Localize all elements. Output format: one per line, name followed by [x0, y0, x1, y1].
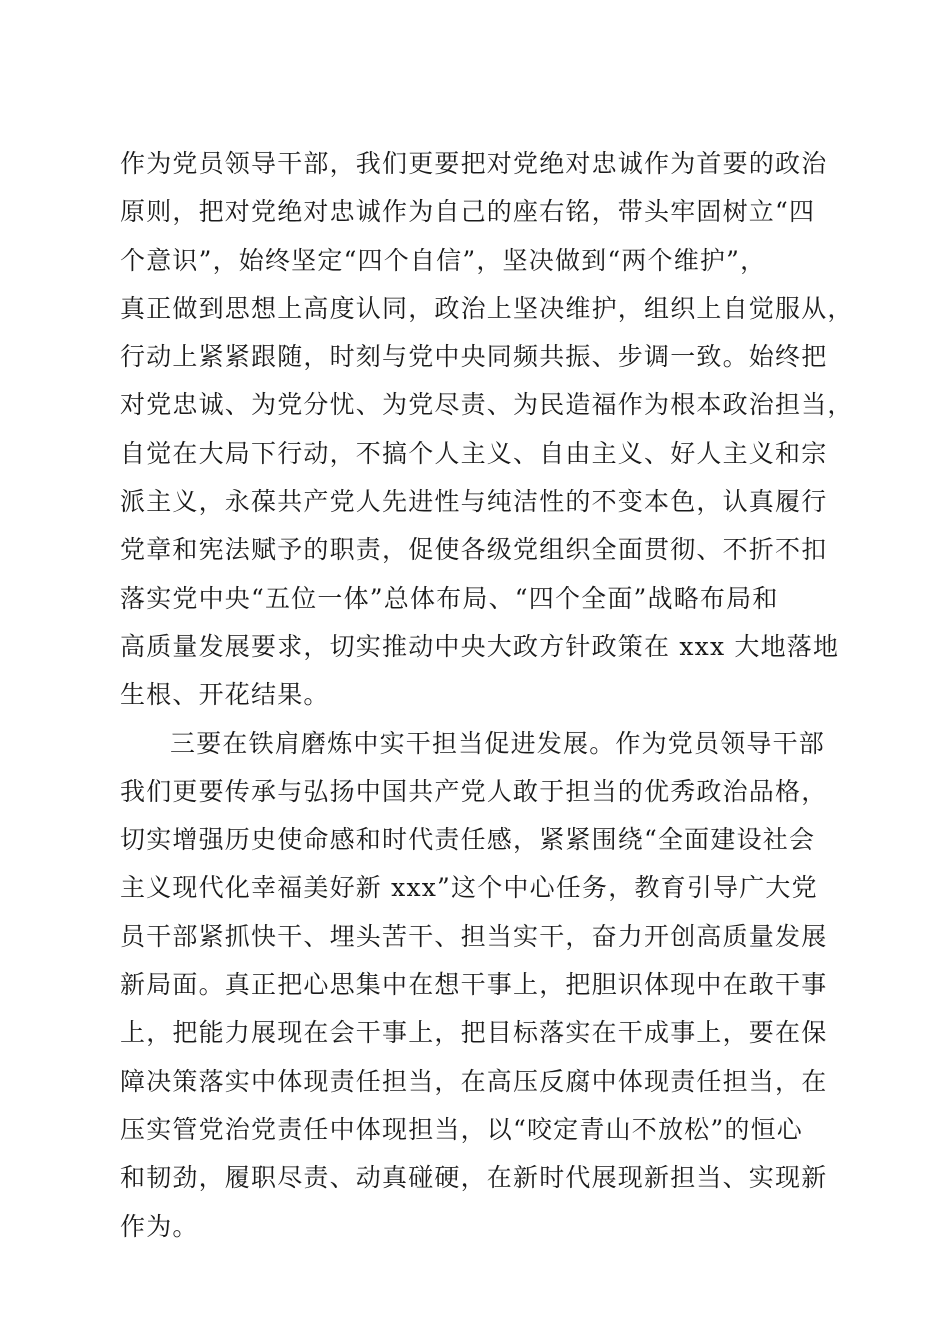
paragraph-1-line: 作为党员领导干部，我们更要把对党绝对忠诚作为首要的政治 — [120, 149, 828, 178]
paragraph-1-line: 党章和宪法赋予的职责，促使各级党组织全面贯彻、不折不扣 — [120, 535, 828, 565]
paragraph-1-line: 真正做到思想上高度认同，政治上坚决维护，组织上自觉服从， — [120, 293, 854, 323]
paragraph-2-line: 上，把能力展现在会干事上，把目标落实在干成事上，要在保 — [120, 1018, 828, 1048]
paragraph-2 — [120, 720, 835, 1251]
paragraph-2-line: 和韧劲，履职尽责、动真碰硬，在新时代展现新担当、实现新 — [120, 1163, 828, 1193]
paragraph-2-line: 新局面。真正把心思集中在想干事上，把胆识体现中在敢干事 — [120, 970, 828, 1000]
paragraph-2-line: 三要在铁肩磨炼中实干担当促进发展。作为党员领导干部 — [170, 728, 826, 758]
paragraph-2-line: 我们更要传承与弘扬中国共产党人敢于担当的优秀政治品格， — [120, 776, 828, 806]
paragraph-2-line: 作为。 — [120, 1211, 199, 1241]
paragraph-1-line: 生根、开花结果。 — [120, 680, 330, 710]
document-body — [120, 140, 854, 1251]
paragraph-1-line: 原则，把对党绝对忠诚作为自己的座右铭，带头牢固树立“四 — [120, 197, 816, 227]
paragraph-1-line: 落实党中央“五位一体”总体布局、“四个全面”战略布局和 — [120, 583, 779, 613]
paragraph-2-line: 障决策落实中体现责任担当，在高压反腐中体现责任担当，在 — [120, 1066, 828, 1096]
paragraph-1-line: 对党忠诚、为党分忧、为党尽责、为民造福作为根本政治担当， — [120, 390, 854, 420]
paragraph-2-line: 压实管党治党责任中体现担当，以“咬定青山不放松”的恒心 — [120, 1114, 803, 1144]
paragraph-1 — [120, 140, 854, 720]
paragraph-2-line: 主义现代化幸福美好新 xxx”这个中心任务，教育引导广大党 — [120, 873, 818, 903]
paragraph-1-line: 派主义，永葆共产党人先进性与纯洁性的不变本色，认真履行 — [120, 487, 828, 517]
paragraph-1-line: 个意识”，始终坚定“四个自信”，坚决做到“两个维护”， — [120, 245, 767, 275]
paragraph-2-line: 员干部紧抓快干、埋头苦干、担当实干，奋力开创高质量发展 — [120, 921, 828, 951]
paragraph-1-line: 自觉在大局下行动，不搞个人主义、自由主义、好人主义和宗 — [120, 438, 828, 468]
paragraph-2-line: 切实增强历史使命感和时代责任感，紧紧围绕“全面建设社会 — [120, 825, 816, 855]
paragraph-1-line: 高质量发展要求，切实推动中央大政方针政策在 xxx 大地落地 — [120, 631, 840, 661]
paragraph-1-line: 行动上紧紧跟随，时刻与党中央同频共振、步调一致。始终把 — [120, 342, 828, 372]
